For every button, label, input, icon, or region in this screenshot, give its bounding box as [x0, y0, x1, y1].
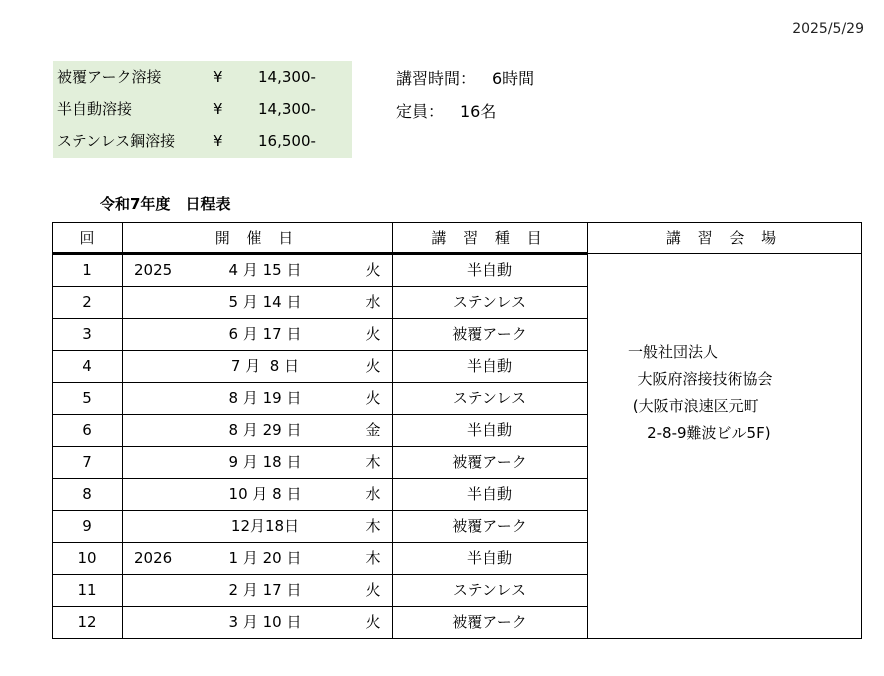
row-number: 3	[82, 325, 92, 343]
row-number: 11	[77, 581, 97, 599]
schedule-title: 令和7年度 日程表	[100, 195, 231, 213]
row-year: 2026	[134, 549, 173, 567]
row-number: 7	[82, 453, 92, 471]
fee-row	[53, 125, 352, 157]
row-course-type: 被覆アーク	[452, 613, 527, 631]
row-course-type: 半自動	[466, 357, 512, 375]
row-year	[134, 382, 194, 414]
header-venue: 講 習 会 場	[665, 229, 783, 247]
row-date: 1 月 20 日	[228, 549, 302, 567]
row-date: 8 月 19 日	[228, 389, 302, 407]
row-weekday: 火	[365, 389, 381, 407]
column-divider	[122, 222, 123, 639]
document-date: 2025/5/29	[792, 21, 864, 37]
row-date: 10 月 8 日	[228, 485, 302, 503]
header-type: 講 習 種 目	[431, 229, 548, 247]
row-weekday: 木	[365, 517, 381, 535]
table-bottom-border	[587, 638, 862, 639]
fee-row	[53, 93, 352, 125]
fee-row	[53, 61, 352, 93]
row-weekday: 火	[365, 325, 381, 343]
hours-value: 6時間	[492, 69, 535, 88]
row-date: 7 月 8 日	[230, 357, 300, 375]
row-date: 8 月 29 日	[228, 421, 302, 439]
fee-name: 半自動溶接	[57, 100, 133, 118]
row-course-type: 被覆アーク	[452, 453, 527, 471]
row-course-type: 半自動	[466, 261, 512, 279]
row-year	[134, 446, 194, 478]
course-capacity	[396, 99, 496, 122]
venue-line: 大阪府溶接技術協会	[628, 370, 773, 388]
row-number: 2	[82, 293, 92, 311]
row-weekday: 水	[365, 485, 381, 503]
row-course-type: ステンレス	[452, 581, 527, 599]
header-no: 回	[79, 229, 95, 247]
row-course-type: ステンレス	[452, 293, 527, 311]
fee-price: 14,300-	[258, 100, 316, 118]
row-course-type: 半自動	[466, 485, 512, 503]
row-divider	[52, 638, 587, 639]
row-weekday: 木	[365, 549, 381, 567]
venue-line: (大阪市浪速区元町	[628, 397, 759, 415]
venue-info	[628, 339, 773, 447]
row-date: 2 月 17 日	[228, 581, 302, 599]
row-year	[134, 350, 194, 382]
course-hours	[396, 66, 534, 89]
row-year	[134, 318, 194, 350]
row-number: 8	[82, 485, 92, 503]
header-date: 開 催 日	[214, 229, 300, 247]
fee-price: 16,500-	[258, 132, 316, 150]
row-weekday: 水	[365, 293, 381, 311]
row-number: 1	[82, 261, 92, 279]
hours-label: 講習時間：	[396, 69, 477, 88]
fee-box	[53, 61, 352, 158]
row-weekday: 火	[365, 357, 381, 375]
row-year	[134, 478, 194, 510]
row-number: 12	[77, 613, 97, 631]
row-number: 10	[77, 549, 97, 567]
column-divider	[587, 222, 588, 639]
row-year	[134, 414, 194, 446]
row-year	[134, 510, 194, 542]
row-course-type: 半自動	[466, 549, 512, 567]
row-date: 9 月 18 日	[228, 453, 302, 471]
row-date: 6 月 17 日	[228, 325, 302, 343]
row-course-type: 被覆アーク	[452, 517, 527, 535]
row-weekday: 火	[365, 581, 381, 599]
fee-name: ステンレス鋼溶接	[57, 132, 176, 150]
row-date: 12月18日	[230, 517, 300, 535]
venue-line: 一般社団法人	[628, 343, 719, 361]
row-weekday: 火	[365, 613, 381, 631]
column-divider	[861, 222, 862, 639]
row-year	[134, 606, 194, 638]
row-weekday: 火	[365, 261, 381, 279]
yen-sign: ¥	[213, 68, 223, 86]
row-number: 4	[82, 357, 92, 375]
capacity-label: 定員：	[396, 102, 445, 121]
row-date: 3 月 10 日	[228, 613, 302, 631]
capacity-value: 16名	[460, 102, 497, 121]
row-year: 2025	[134, 261, 173, 279]
yen-sign: ¥	[213, 132, 223, 150]
row-course-type: ステンレス	[452, 389, 527, 407]
row-weekday: 金	[365, 421, 381, 439]
row-course-type: 被覆アーク	[452, 325, 527, 343]
row-course-type: 半自動	[466, 421, 512, 439]
row-year	[134, 574, 194, 606]
fee-price: 14,300-	[258, 68, 316, 86]
row-number: 9	[82, 517, 92, 535]
row-date: 5 月 14 日	[228, 293, 302, 311]
row-weekday: 木	[365, 453, 381, 471]
row-number: 5	[82, 389, 92, 407]
venue-line: 2-8-9難波ビル5F)	[628, 424, 771, 442]
row-number: 6	[82, 421, 92, 439]
fee-name: 被覆アーク溶接	[57, 68, 162, 86]
row-date: 4 月 15 日	[228, 261, 302, 279]
row-year	[134, 286, 194, 318]
yen-sign: ¥	[213, 100, 223, 118]
